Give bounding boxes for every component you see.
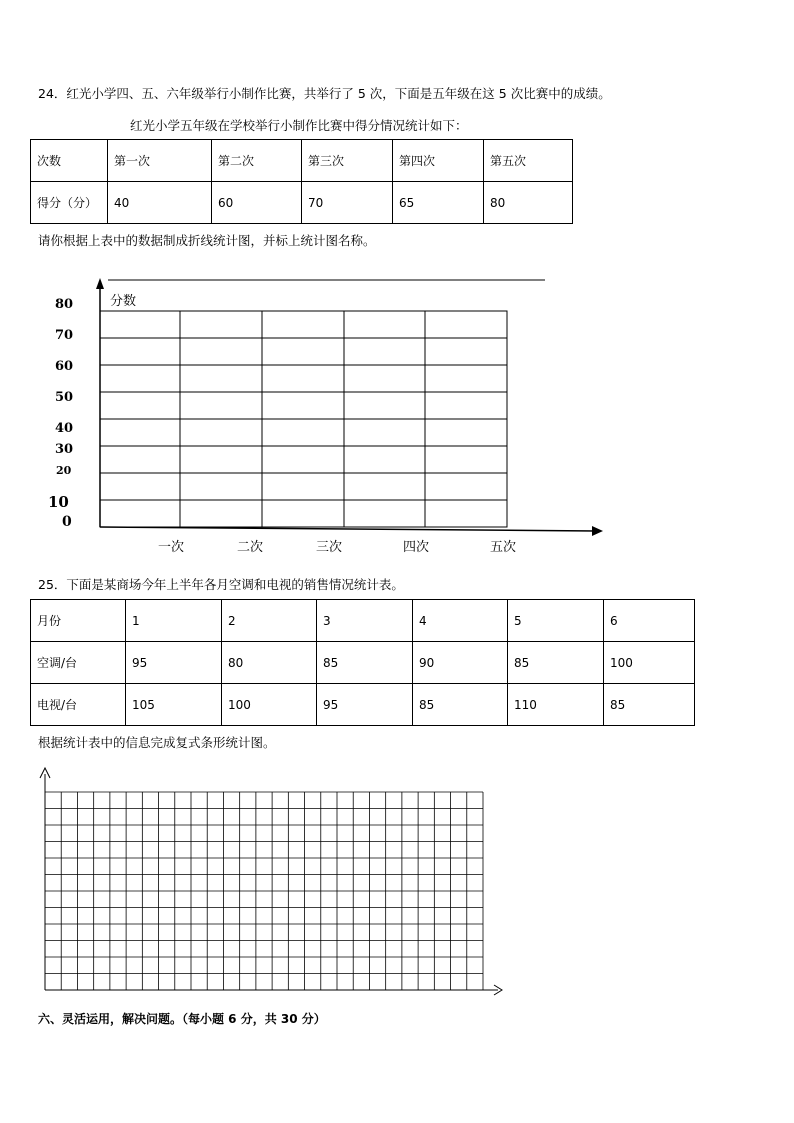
q25-title: 25．下面是某商场今年上半年各月空调和电视的销售情况统计表。: [38, 577, 404, 592]
table-cell: 85: [413, 684, 508, 726]
y-tick-label: 50: [55, 390, 74, 405]
table-cell: 2: [222, 600, 317, 642]
q25-instruction: 根据统计表中的信息完成复式条形统计图。: [38, 735, 276, 750]
table-cell: 40: [108, 182, 212, 224]
table-cell: 105: [126, 684, 222, 726]
table-cell: 100: [604, 642, 695, 684]
y-tick-label: 70: [55, 328, 74, 343]
table-cell: 5: [508, 600, 604, 642]
table-cell: 70: [302, 182, 393, 224]
table-cell: 第二次: [212, 140, 302, 182]
q24-title: 24．红光小学四、五、六年级举行小制作比赛，共举行了 5 次，下面是五年级在这 5 次比赛中的成绩。: [38, 86, 611, 101]
y-tick-label: 30: [55, 442, 74, 457]
y-tick-label: 40: [55, 421, 74, 436]
x-tick-label: 二次: [237, 540, 264, 555]
table-cell: 第五次: [484, 140, 573, 182]
table-cell: 85: [508, 642, 604, 684]
table-cell: 第四次: [393, 140, 484, 182]
q24-instruction: 请你根据上表中的数据制成折线统计图，并标上统计图名称。: [38, 233, 376, 248]
y-tick-label: 20: [56, 464, 72, 477]
table-cell: 6: [604, 600, 695, 642]
table-cell: 90: [413, 642, 508, 684]
y-tick-label: 60: [55, 359, 74, 374]
table-cell: 空调/台: [31, 642, 126, 684]
x-tick-label: 三次: [316, 540, 343, 555]
table-cell: 80: [222, 642, 317, 684]
table-cell: 65: [393, 182, 484, 224]
table-cell: 60: [212, 182, 302, 224]
table-cell: 85: [317, 642, 413, 684]
x-tick-label: 五次: [490, 540, 517, 555]
table-cell: 110: [508, 684, 604, 726]
table-cell: 1: [126, 600, 222, 642]
grid-lines: [45, 792, 483, 990]
table-cell: 95: [317, 684, 413, 726]
x-tick-label: 一次: [158, 540, 185, 555]
table-cell: 第三次: [302, 140, 393, 182]
table-cell: 95: [126, 642, 222, 684]
y-tick-label: 80: [55, 297, 74, 312]
table-cell: 第一次: [108, 140, 212, 182]
y-axis-title: 分数: [110, 294, 137, 309]
table-cell: 得分（分）: [31, 182, 108, 224]
table-cell: 80: [484, 182, 573, 224]
section6-title: 六、灵活运用，解决问题。（每小题 6 分，共 30 分）: [38, 1012, 326, 1026]
table-cell: 100: [222, 684, 317, 726]
table-cell: 次数: [31, 140, 108, 182]
table-cell: 3: [317, 600, 413, 642]
table-cell: 月份: [31, 600, 126, 642]
x-tick-label: 四次: [403, 540, 430, 555]
table-cell: 4: [413, 600, 508, 642]
table-cell: 85: [604, 684, 695, 726]
y-tick-label: 10: [48, 493, 69, 511]
table-cell: 电视/台: [31, 684, 126, 726]
q24-table-caption: 红光小学五年级在学校举行小制作比赛中得分情况统计如下：: [130, 118, 468, 133]
y-tick-label: 0: [62, 514, 72, 530]
